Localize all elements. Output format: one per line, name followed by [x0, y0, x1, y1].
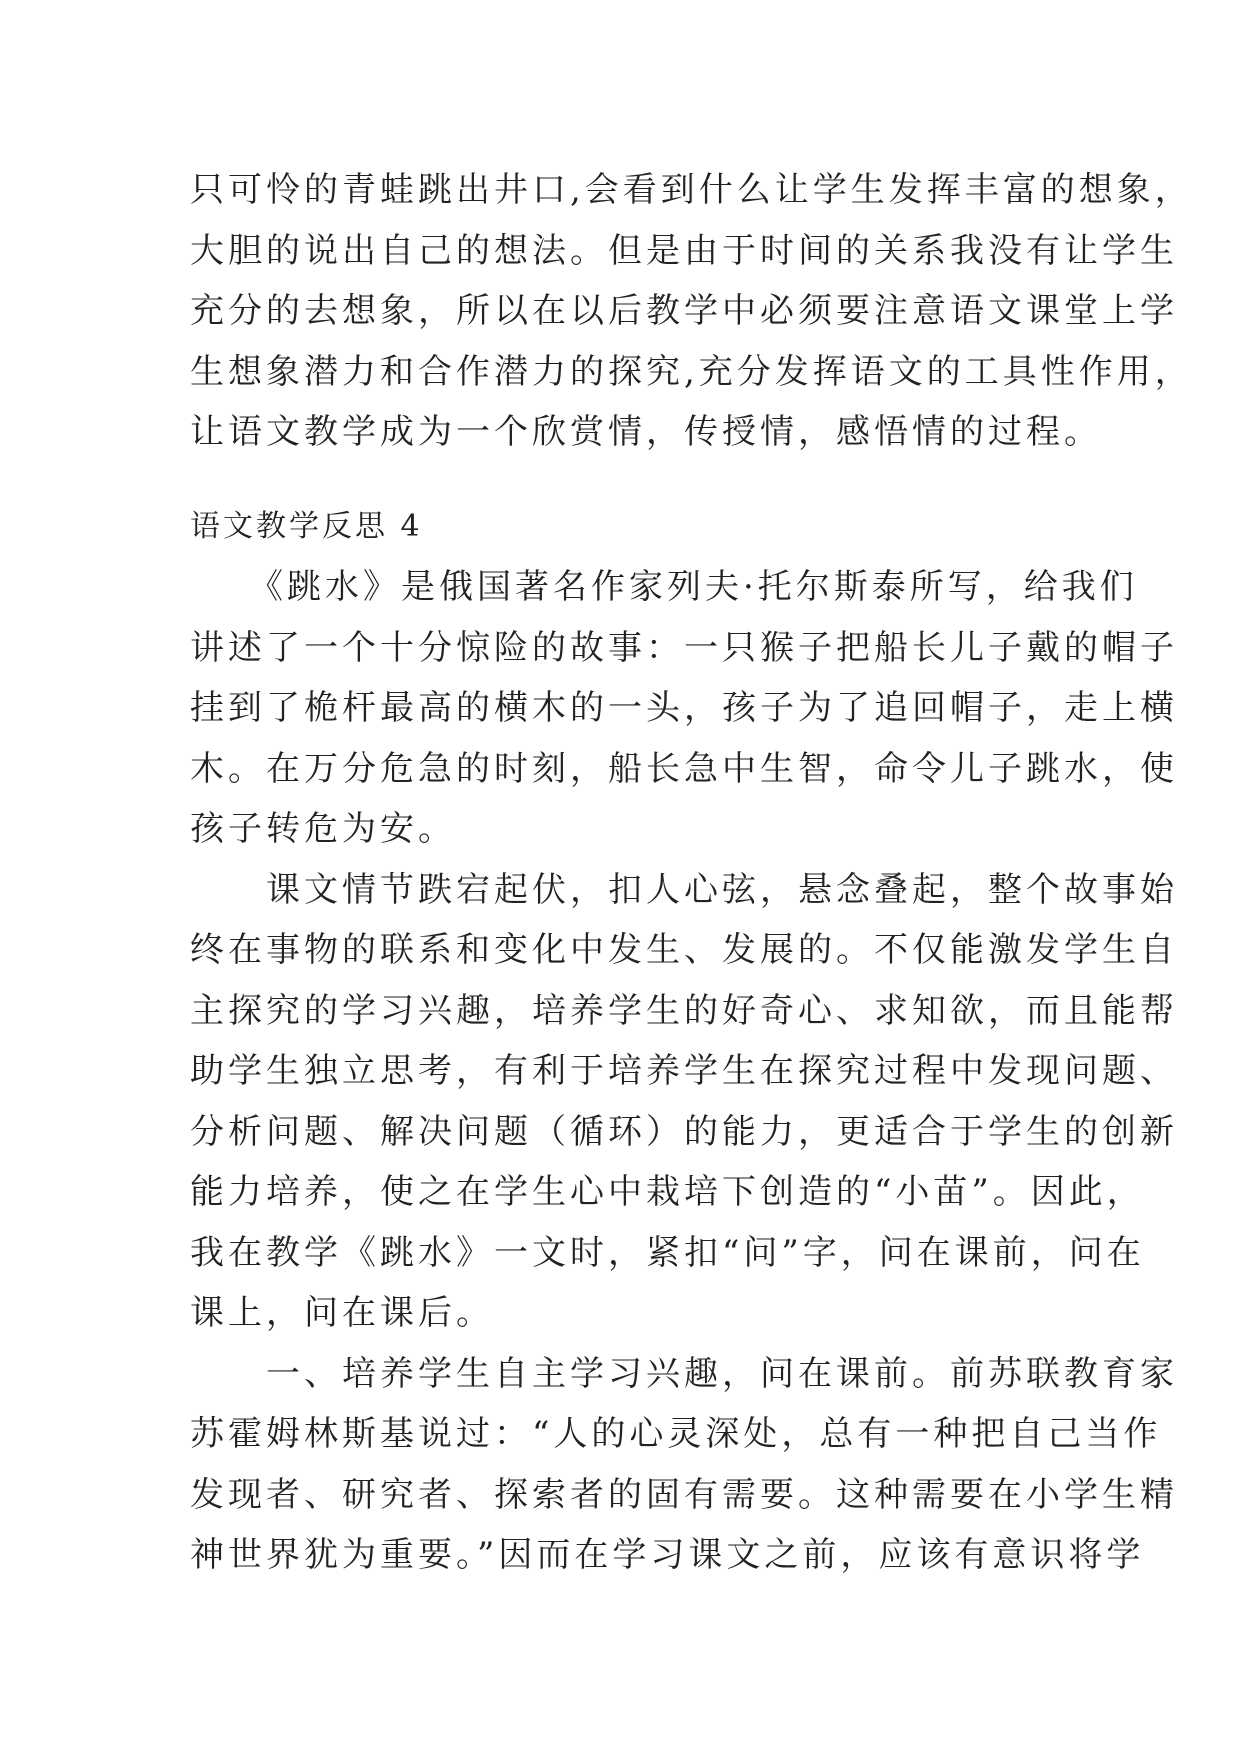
text-line: 一、培养学生自主学习兴趣，问在课前。前苏联教育家	[190, 1353, 1178, 1394]
paragraph-2	[190, 860, 1178, 1344]
paragraph-gap	[190, 463, 1070, 497]
text-line: 分析问题、解决问题（循环）的能力，更适合于学生的创新	[190, 1111, 1178, 1152]
text-line: 发现者、研究者、探索者的固有需要。这种需要在小学生精	[190, 1474, 1178, 1515]
text-line: 能力培养，使之在学生心中栽培下创造的“小苗”。因此，	[190, 1172, 1145, 1212]
text-line: 《跳水》是俄国著名作家列夫·托尔斯泰所写，给我们	[190, 567, 1138, 607]
text-line: 终在事物的联系和变化中发生、发展的。不仅能激发学生自	[190, 930, 1178, 970]
text-line: 充分的去想象，所以在以后教学中必须要注意语文课堂上学	[190, 291, 1178, 331]
intro-paragraph	[190, 160, 1193, 463]
text-line: 课文情节跌宕起伏，扣人心弦，悬念叠起，整个故事始	[190, 869, 1178, 910]
text-line: 生想象潜力和合作潜力的探究,充分发挥语文的工具性作用，	[190, 351, 1193, 392]
text-line: 挂到了桅杆最高的横木的一头，孩子为了追回帽子，走上横	[190, 688, 1178, 728]
text-line: 课上，问在课后。	[190, 1293, 494, 1333]
text-line: 讲述了一个十分惊险的故事：一只猴子把船长儿子戴的帽子	[190, 627, 1178, 668]
text-line: 让语文教学成为一个欣赏情，传授情，感悟情的过程。	[190, 412, 1102, 452]
text-line: 我在教学《跳水》一文时，紧扣“问”字，问在课前，问在	[190, 1232, 1145, 1273]
text-line: 大胆的说出自己的想法。但是由于时间的关系我没有让学生	[190, 230, 1178, 271]
text-line: 木。在万分危急的时刻，船长急中生智，命令儿子跳水，使	[190, 748, 1178, 789]
text-line: 神世界犹为重要。”因而在学习课文之前，应该有意识将学	[190, 1535, 1145, 1575]
section-heading: 语文教学反思 4	[190, 508, 423, 544]
paragraph-1	[190, 557, 1178, 860]
text-line: 苏霍姆林斯基说过：“人的心灵深处，总有一种把自己当作	[190, 1414, 1162, 1454]
paragraph-3	[190, 1344, 1178, 1586]
text-line: 主探究的学习兴趣，培养学生的好奇心、求知欲，而且能帮	[190, 990, 1178, 1031]
text-line: 孩子转危为安。	[190, 809, 456, 849]
text-line: 只可怜的青蛙跳出井口,会看到什么让学生发挥丰富的想象，	[190, 170, 1193, 210]
text-line: 助学生独立思考，有利于培养学生在探究过程中发现问题、	[190, 1051, 1178, 1091]
document-page	[190, 160, 1193, 1586]
